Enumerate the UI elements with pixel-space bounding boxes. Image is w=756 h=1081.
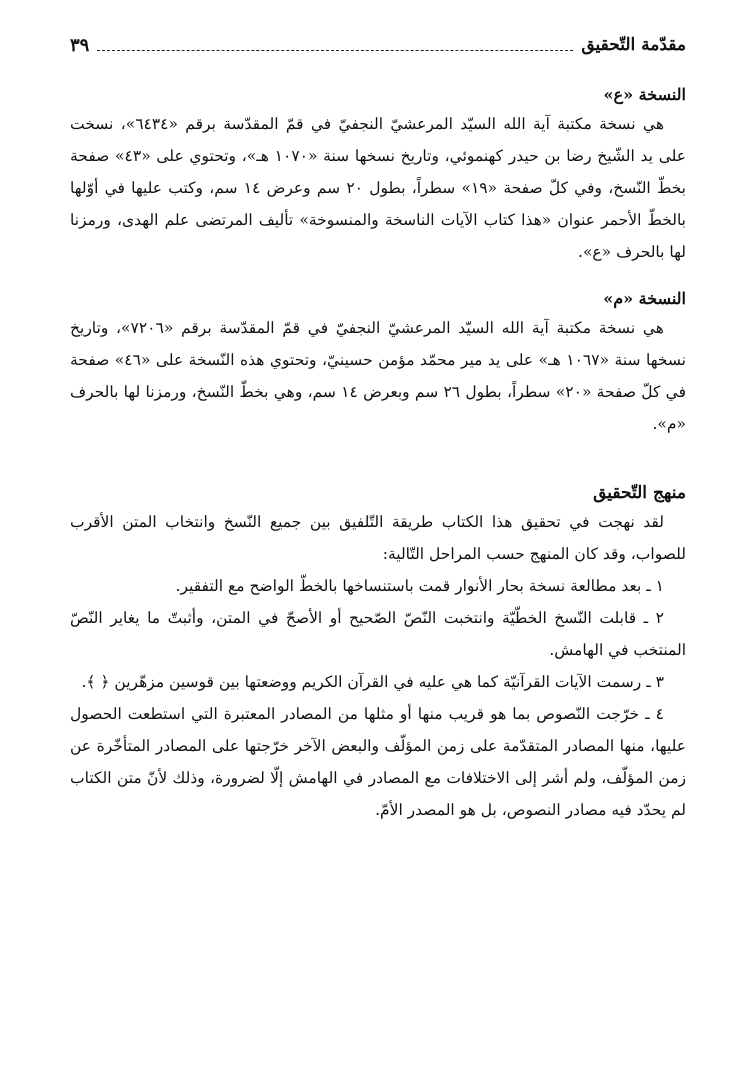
method-step-4: ٤ ـ خرّجت النّصوص بما هو قريب منها أو مثلها من المصادر المعتبرة التي استطعت الحصول عليها، منها المصادر المتقدّمة على زمن المؤلّف والبعض الآخر خرّجتها على المصادر المتأخّرة عن زمن المؤلّف، ولم أشر إلى الاختلافات مع المصادر في الهامش إلّا لضرورة، وذلك لأنّ متن الكتاب لم يحدّد فيه مصادر النصوص، بل هو المصدر الأمّ. bbox=[70, 705, 686, 819]
method-step-1: ١ ـ بعد مطالعة نسخة بحار الأنوار قمت باستنساخها بالخطّ الواضح مع التفقير. bbox=[175, 577, 664, 595]
section-paragraph-manuscript-mim: هي نسخة مكتبة آية الله السيّد المرعشيّ النجفيّ في قمّ المقدّسة برقم «٧٢٠٦»، وتاريخ نسخها سنة «١٠٦٧ هـ» على يد مير محمّد مؤمن حسينيّ، وتحتوي هذه النّسخة على «٤٦» صفحة في كلّ صفحة «٢٠» سطراً، بطول ٢٦ سم وبعرض ١٤ سم، وهي بخطّ النّسخ، ورمزنا لها بالحرف «م». bbox=[70, 319, 686, 433]
section-heading-manuscript-ain: النسخة «ع» bbox=[603, 85, 686, 104]
page-number: ٣٩ bbox=[70, 34, 90, 56]
method-intro: لقد نهجت في تحقيق هذا الكتاب طريقة التّلفيق بين جميع النّسخ وانتخاب المتن الأقرب للصواب، وقد كان المنهج حسب المراحل التّالية: bbox=[70, 513, 686, 563]
method-step-2: ٢ ـ قابلت النّسخ الخطّيّة وانتخبت النّصّ الصّحيح أو الأصحّ في المتن، وأثبتّ ما يغاير النّصّ المنتخب في الهامش. bbox=[70, 609, 686, 659]
running-header bbox=[70, 32, 686, 58]
method-heading: منهج التّحقيق bbox=[593, 483, 686, 503]
section-heading-manuscript-mim: النسخة «م» bbox=[603, 289, 686, 308]
header-title: مقدّمة التّحقيق bbox=[581, 35, 686, 55]
header-rule bbox=[97, 50, 573, 51]
section-paragraph-manuscript-ain: هي نسخة مكتبة آية الله السيّد المرعشيّ النجفيّ في قمّ المقدّسة برقم «٦٤٣٤»، نسخت على يد الشّيخ رضا بن حيدر كهنموئي، وتاريخ نسخها سنة «١٠٧٠ هـ»، وتحتوي على «٤٣» صفحة بخطّ النّسخ، وفي كلّ صفحة «١٩» سطراً، بطول ٢٠ سم وعرض ١٤ سم، وكتب عليها في أوّلها بالخطّ الأحمر عنوان «هذا كتاب الآيات الناسخة والمنسوخة» تأليف المرتضى علم الهدى، ورمزنا لها بالحرف «ع». bbox=[70, 115, 687, 261]
method-step-3: ٣ ـ رسمت الآيات القرآنيّة كما هي عليه في القرآن الكريم ووضعتها بين قوسين مزهّرين ﴿ ﴾. bbox=[81, 673, 664, 691]
